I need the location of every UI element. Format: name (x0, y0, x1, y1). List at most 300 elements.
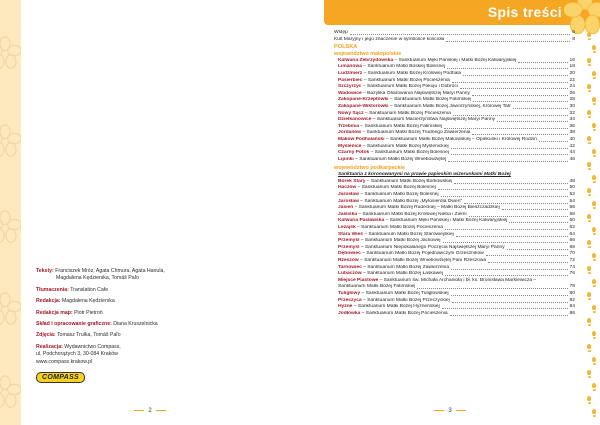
toc-entry-title (338, 265, 449, 272)
toc-entry[interactable] (334, 37, 575, 44)
dot-leader (497, 121, 567, 122)
place-name: Rzeszów (338, 258, 359, 263)
country-heading: POLSKA (334, 43, 358, 50)
footprint-icon (587, 136, 591, 141)
entry-description: – Sanktuarium Matki Bożej Fatimskiej (359, 123, 443, 129)
place-name: Kalwaria Zebrzydowska (338, 57, 394, 63)
entry-description: – Sanktuarium Matki Bożej Bolesnej (369, 150, 449, 156)
footprint-icon (587, 344, 591, 349)
dot-leader (472, 95, 568, 96)
footprint-icon (587, 214, 591, 219)
dot-leader (463, 75, 567, 76)
toc-entry[interactable] (334, 97, 575, 104)
toc-page-number: 42 (569, 143, 575, 149)
entry-description: – Bazylika Ofiarowania Najświętszej Maryi Panny (361, 90, 470, 96)
toc-entry-title (338, 212, 467, 219)
toc-page-number: 64 (569, 231, 575, 237)
toc-entry-title (338, 284, 415, 291)
dot-leader (452, 302, 568, 303)
toc-entry[interactable] (334, 199, 575, 206)
toc-page-number: 46 (569, 156, 575, 162)
toc-entry-title (334, 37, 444, 44)
credit-value: Franciszek Mróz, Agata Chmura, Agata Hanula, (55, 268, 165, 274)
toc-page-number: 6 (572, 30, 575, 35)
footprint-icon (592, 123, 596, 128)
entry-description: – Sanktuarium Matki Bożej Pokoju i Dobroci (361, 84, 458, 90)
toc-page-number: 50 (569, 185, 575, 191)
toc-entry-title (338, 238, 441, 245)
flower-outline-icon (0, 124, 21, 158)
toc-entry[interactable] (334, 218, 575, 225)
toc-page-number: 60 (569, 218, 575, 224)
place-name: Stara Wieś (338, 231, 363, 237)
entry-description: – Sanktuarium Niepokalanego Poczęcia Najświętszej Maryi Panny (359, 244, 505, 250)
toc-entry-title (338, 58, 516, 65)
place-name: Czarny Potok (338, 150, 370, 156)
footprint-icon (592, 357, 596, 362)
dot-leader (518, 62, 567, 63)
place-name: Kalwaria Pacławska (338, 218, 385, 224)
dot-leader (444, 128, 567, 129)
toc-entry[interactable] (334, 104, 575, 111)
toc-entry[interactable] (334, 271, 575, 278)
dot-leader (445, 229, 568, 230)
entry-description: – Sanktuarium Matki Bożej Makowskiej – Opiekunki i Królowej Rodzin (384, 136, 537, 142)
toc-page-number: 76 (569, 271, 575, 277)
toc-page-number: 38 (569, 130, 575, 136)
toc-page-number: 28 (569, 97, 575, 103)
toc-entry[interactable] (334, 311, 575, 318)
place-name: Borek Stary (338, 178, 366, 184)
toc-entry-title (338, 91, 470, 98)
toc-entry[interactable] (334, 30, 575, 37)
place-name: Jordanów (338, 130, 362, 136)
toc-entry-first-line[interactable] (334, 278, 575, 285)
entry-description: – Sanktuarium Matki Bożej Tuligłowskiej (360, 290, 449, 296)
place-name: Jarosław (338, 198, 359, 204)
footprint-icon (587, 84, 591, 89)
entry-description: – Sanktuarium Matki Bożej Pocieszenia (362, 77, 450, 83)
entry-description: – Sanktuarium Matki Bożej Królowej Podhala (362, 70, 462, 76)
dot-leader (441, 196, 568, 197)
dot-leader (451, 148, 568, 149)
subsection-heading: Sanktuaria z koronowanymi na prawie papieskim wizerunkami Matki Bożej (338, 172, 511, 178)
place-name: Zakopane-Wiktorówki (338, 103, 389, 109)
place-name: Hyżne (338, 304, 353, 310)
credit-value: Magdalena Kędzierska, Tomáš Paľo (56, 275, 140, 282)
toc-entry-title (338, 137, 537, 144)
toc-entry-title (338, 205, 500, 212)
dot-leader (450, 315, 568, 316)
toc-page-number: 30 (569, 103, 575, 109)
toc-page-number: 24 (569, 84, 575, 90)
place-name: Maków Podhalański (338, 136, 385, 142)
page-title: Spis treści (487, 4, 562, 20)
dot-leader (473, 101, 567, 102)
publisher-website[interactable]: www.compass.krakow.pl (36, 358, 93, 365)
footprints-decoration (587, 32, 597, 422)
dot-leader (464, 203, 567, 204)
toc-entry-title (338, 258, 486, 265)
place-name: Limanowa (338, 64, 362, 70)
toc-entry-title (338, 311, 448, 318)
toc-entry-title (338, 157, 446, 164)
dot-leader (460, 88, 568, 89)
place-name: Trzebinia (338, 123, 360, 129)
page-number-right (300, 408, 600, 414)
place-name: Miejsce Piastowe (338, 277, 379, 283)
toc-entry-title (338, 304, 440, 311)
toc-entry-title (338, 232, 454, 239)
toc-entry-title (338, 251, 484, 258)
footprint-icon (587, 318, 591, 323)
footprint-icon (592, 97, 596, 102)
flower-outline-icon (0, 375, 21, 409)
place-name: Przemyśl (338, 238, 360, 244)
page-number-dash (434, 410, 444, 411)
toc-page-number: 70 (569, 251, 575, 257)
entry-description: – Sanktuarium Matki Bożej Hyżneńskiej (352, 304, 440, 310)
dot-leader (513, 108, 568, 109)
credit-editing (36, 298, 276, 305)
toc-entry-title (338, 179, 452, 186)
toc-entry[interactable] (334, 91, 575, 98)
credit-label: Zdjęcia: (36, 332, 56, 339)
dot-leader (456, 236, 568, 237)
dot-leader (453, 115, 568, 116)
footprint-icon (592, 331, 596, 336)
credit-production (36, 344, 276, 366)
entry-description: – Sanktuarium Matki Bożej Wniebowziętej (353, 156, 447, 162)
place-name: Leżajsk (338, 225, 356, 231)
toc-entry-title (338, 291, 449, 298)
dot-leader (447, 68, 567, 69)
credits-block (36, 268, 276, 383)
toc-entry-title (338, 71, 461, 78)
toc-entry[interactable] (334, 291, 575, 298)
toc-page-number: 56 (569, 205, 575, 211)
entry-description: – Sanktuarium Matki Bożej Łaskawej (361, 271, 443, 277)
entry-description: – Sanktuarium Matki Bożej Rudeckiej – Matki Bożej Bieszczadzkiej (353, 205, 500, 211)
toc-page-number: 22 (569, 77, 575, 83)
toc-page-number: 68 (569, 244, 575, 250)
entry-description: Sanktuarium Matki Bożej Fatimskiej (338, 284, 416, 290)
entry-description: – Sanktuarium Matki Bożej Pojednawczyni Grzeszników (360, 251, 484, 257)
right-page (300, 0, 600, 425)
place-name: Myślenice (338, 143, 362, 149)
credit-label: Realizacja: (36, 343, 63, 350)
footprint-icon (587, 188, 591, 193)
toc-entry[interactable] (334, 124, 575, 131)
entry-title: Kult Maryjny i jego znaczenie w symbolice kościoła (334, 36, 445, 42)
place-name: Tuligłowy (338, 290, 361, 296)
place-name: Dzielkanowice (338, 117, 372, 123)
dot-leader (438, 189, 568, 190)
entry-description: – Sanktuarium Matki Boskiej Bolesnej (361, 64, 446, 70)
toc-entry[interactable] (334, 238, 575, 245)
toc-entry[interactable] (334, 225, 575, 232)
flower-outline-icon (0, 292, 21, 326)
footprint-icon (592, 253, 596, 258)
dot-leader (454, 183, 567, 184)
entry-title: Wstęp (334, 30, 348, 35)
entry-description: – Sanktuarium Matki Bożej Jaworzyńskiej, Królowej Tatr (388, 103, 511, 109)
credit-label: Skład i opracowanie graficzne: (36, 321, 112, 328)
entry-description: – Sanktuarium Matki Bożej Pocieszenia (363, 110, 451, 116)
place-name: Jodłówka (338, 310, 361, 316)
entry-description: – Sanktuarium Macierzyństwa Najświętszej Maryi Panny (371, 117, 496, 123)
place-name: Lipinki (338, 156, 354, 162)
footprint-icon (587, 292, 591, 297)
flower-outline-icon (0, 36, 21, 70)
toc-page-number: 84 (569, 304, 575, 310)
credit-label: Tłumaczenia: (36, 286, 69, 293)
toc-entry[interactable] (334, 205, 575, 212)
entry-description: – Sanktuarium Matki Bożej Zawierzenia (361, 264, 450, 270)
toc-page-number: 34 (569, 117, 575, 123)
toc-entry[interactable] (334, 144, 575, 151)
toc-page-number: 74 (569, 264, 575, 270)
entry-description: – Sanktuarium Matki Bożej Bolesnej (356, 185, 436, 191)
footprint-icon (587, 266, 591, 271)
dot-leader (445, 275, 568, 276)
toc-entry-title (338, 64, 445, 71)
page-number-left (0, 408, 300, 414)
toc-page-number: 80 (569, 290, 575, 296)
page-number: 2 (148, 408, 152, 414)
toc-entry[interactable] (334, 84, 575, 91)
toc-entry[interactable] (334, 192, 575, 199)
toc-page-number: 78 (569, 284, 575, 290)
toc-entry-title (338, 218, 507, 225)
entry-description: – Sanktuarium Matki Bożej Borkowskiej (365, 178, 453, 184)
footprint-icon (587, 396, 591, 401)
toc-page-number: 18 (569, 64, 575, 70)
dot-leader (507, 249, 568, 250)
toc-entry[interactable] (334, 245, 575, 252)
toc-page-number: 66 (569, 238, 575, 244)
toc-entry[interactable] (334, 157, 575, 164)
dot-leader (469, 216, 568, 217)
toc-entry-title (338, 298, 450, 305)
toc-entry-title (338, 97, 471, 104)
toc-entry-title (338, 117, 495, 124)
toc-entry[interactable] (334, 258, 575, 265)
entry-description: – Sanktuarium Matki Bożej Wniebowziętej Pani Rzeszowa (358, 258, 487, 263)
dot-leader (539, 141, 568, 142)
dot-leader (451, 295, 568, 296)
place-name: Jaśliska (338, 211, 358, 217)
credit-value: Magdalena Kędzierska (61, 298, 115, 305)
footprint-icon (592, 201, 596, 206)
toc-entry[interactable] (334, 251, 575, 258)
toc-page-number: 20 (569, 70, 575, 76)
place-name: Nowy Sącz (338, 110, 364, 116)
toc-entry-title (338, 78, 450, 85)
dot-leader (451, 154, 568, 155)
entry-description: – Sanktuarium Matki Bożej Pocieszenia (360, 310, 448, 316)
toc-entry[interactable] (334, 304, 575, 311)
credit-value: Translation Cafe (70, 286, 109, 293)
entry-description: – Sanktuarium Męki Pańskiej i Matki Bożej Kalwaryjskiej (384, 218, 508, 224)
region-heading: województwo małopolskie (334, 50, 402, 57)
toc-entry[interactable] (334, 64, 575, 71)
toc-entry-title (338, 104, 511, 111)
toc-entry[interactable] (334, 265, 575, 272)
place-name: Tarnowiec (338, 264, 362, 270)
toc-entry-title (338, 150, 449, 157)
dot-leader (486, 255, 568, 256)
credit-value: Tomasz Trulka, Tomáš Paľo (56, 332, 121, 339)
dot-leader (350, 34, 570, 35)
page-number-dash (134, 410, 144, 411)
toc-page-number: 82 (569, 297, 575, 303)
credit-texts (36, 268, 276, 283)
footprint-icon (587, 370, 591, 375)
toc-entry[interactable] (334, 150, 575, 157)
footprint-icon (587, 58, 591, 63)
footprint-icon (592, 175, 596, 180)
dot-leader (417, 288, 567, 289)
toc-page-number: 72 (569, 258, 575, 263)
toc-page-number: 8 (572, 36, 575, 42)
credit-value: Piotr Pietroń (74, 309, 103, 316)
entry-description: – Sanktuarium Męki Pańskiej i Matki Bożej Kalwaryjskiej (393, 57, 517, 63)
place-name: Szczyrzyc (338, 84, 362, 90)
dot-leader (452, 82, 568, 83)
footprint-icon (592, 71, 596, 76)
footprint-icon (592, 149, 596, 154)
dot-leader (488, 262, 567, 263)
entry-description: – Sanktuarium Matki Bożej Królowej Nieba i Ziemi (357, 211, 467, 217)
dot-leader (509, 222, 567, 223)
toc-entry-title (338, 144, 449, 151)
toc-page-number: 62 (569, 225, 575, 231)
place-name: Pasierbiec (338, 77, 363, 83)
entry-description: – Sanktuarium św. Michała Archanioła i bł. ks. Bronisława Markiewicza – (378, 277, 537, 283)
dot-leader (448, 161, 567, 162)
region-heading: województwo podkarpackie (334, 165, 405, 172)
place-name: Zakopane-Krzeptówki (338, 97, 389, 103)
entry-description: – Sanktuarium Matki Bożej Bolesnej (358, 192, 439, 198)
entry-description: – Sanktuarium Matki Bożej Jackowej (359, 238, 441, 244)
publisher-address: ul. Podchorążych 3, 30-084 Kraków (36, 351, 118, 358)
toc-page-number: 48 (569, 178, 575, 184)
compass-logo: COMPASS (36, 372, 85, 383)
entry-description: – Sanktuarium Matki Bożej Przeczyckiej (361, 297, 450, 303)
toc-entry[interactable] (334, 71, 575, 78)
place-name: Przeczyca (338, 297, 362, 303)
dot-leader (443, 242, 568, 243)
credit-label: Redakcja map: (36, 309, 73, 316)
decorative-strip (0, 0, 21, 425)
toc-page-number: 26 (569, 90, 575, 96)
credit-map-editing (36, 310, 276, 317)
place-name: Lubaczów (338, 271, 362, 277)
toc-page-number: 36 (569, 123, 575, 129)
toc-entry-title (338, 84, 458, 91)
place-name: Wadowice (338, 90, 362, 96)
table-of-contents (334, 30, 575, 317)
toc-entry-title (338, 124, 442, 131)
toc-page-number: 44 (569, 150, 575, 156)
place-name: Przemyśl (338, 244, 360, 250)
toc-entry-title (338, 130, 470, 137)
toc-entry-title (338, 245, 505, 252)
toc-entry[interactable] (334, 185, 575, 192)
entry-description: – Sanktuarium Matki Bożej Myślenickiej (361, 143, 449, 149)
toc-entry-title (338, 225, 443, 232)
footprint-icon (587, 110, 591, 115)
credit-label: Teksty: (36, 268, 54, 274)
toc-entry[interactable] (334, 78, 575, 85)
toc-entry-title (338, 111, 451, 118)
toc-entry-title (338, 185, 436, 192)
dot-leader (451, 269, 567, 270)
toc-entry[interactable] (334, 179, 575, 186)
credit-value: Diana Kruszelnicka (113, 321, 158, 328)
place-name: Dębowiec (338, 251, 361, 257)
toc-page-number: 40 (569, 136, 575, 142)
toc-entry[interactable] (334, 130, 575, 137)
entry-description: – Sanktuarium Matki Bożej Fatimskiej (388, 97, 472, 103)
toc-entry[interactable] (334, 232, 575, 239)
entry-description: – Sanktuarium Matki Bożej Pocieszenia (355, 225, 443, 231)
toc-entry-title (338, 192, 439, 199)
place-name: Haczów (338, 185, 357, 191)
toc-page-number: 58 (569, 211, 575, 217)
toc-page-number: 54 (569, 198, 575, 204)
toc-page-number: 52 (569, 192, 575, 198)
credit-translations (36, 287, 276, 294)
toc-entry-title (338, 199, 462, 206)
toc-entry[interactable] (334, 212, 575, 219)
page-number: 3 (448, 408, 452, 414)
toc-entry[interactable] (334, 117, 575, 124)
flower-icon (564, 0, 600, 34)
dot-leader (472, 134, 567, 135)
toc-page-number: 16 (569, 57, 575, 63)
credit-photos (36, 332, 276, 339)
header-band (324, 0, 600, 25)
toc-entry[interactable] (334, 58, 575, 65)
footprint-icon (592, 279, 596, 284)
toc-entry[interactable] (334, 284, 575, 291)
flower-outline-icon (0, 210, 21, 244)
footprint-icon (587, 162, 591, 167)
place-name: Ludźmierz (338, 70, 363, 76)
footprint-icon (592, 227, 596, 232)
entry-description: – Sanktuarium Matki Bożej „Mytosierdia Dwerí” (358, 198, 463, 204)
credit-value: Wydawnictwo Compass, (64, 343, 121, 350)
entry-description: – Sanktuarium Matki Bożej Starowiejskiej (362, 231, 454, 237)
entry-description: – Sanktuarium Matki Bożej Trudnego Zawierzenia (361, 130, 471, 136)
credit-label: Redakcja: (36, 298, 61, 305)
place-name: Jarosław (338, 192, 359, 198)
page-number-dash (156, 410, 166, 411)
toc-entry[interactable] (334, 111, 575, 118)
toc-entry-title (334, 30, 348, 37)
toc-entry[interactable] (334, 298, 575, 305)
dot-leader (502, 209, 568, 210)
toc-entry-title (338, 271, 443, 278)
credit-layout (36, 321, 276, 328)
footprint-icon (587, 240, 591, 245)
dot-leader (446, 41, 570, 42)
footprint-icon (592, 383, 596, 388)
toc-page-number: 32 (569, 110, 575, 116)
toc-entry[interactable] (334, 137, 575, 144)
